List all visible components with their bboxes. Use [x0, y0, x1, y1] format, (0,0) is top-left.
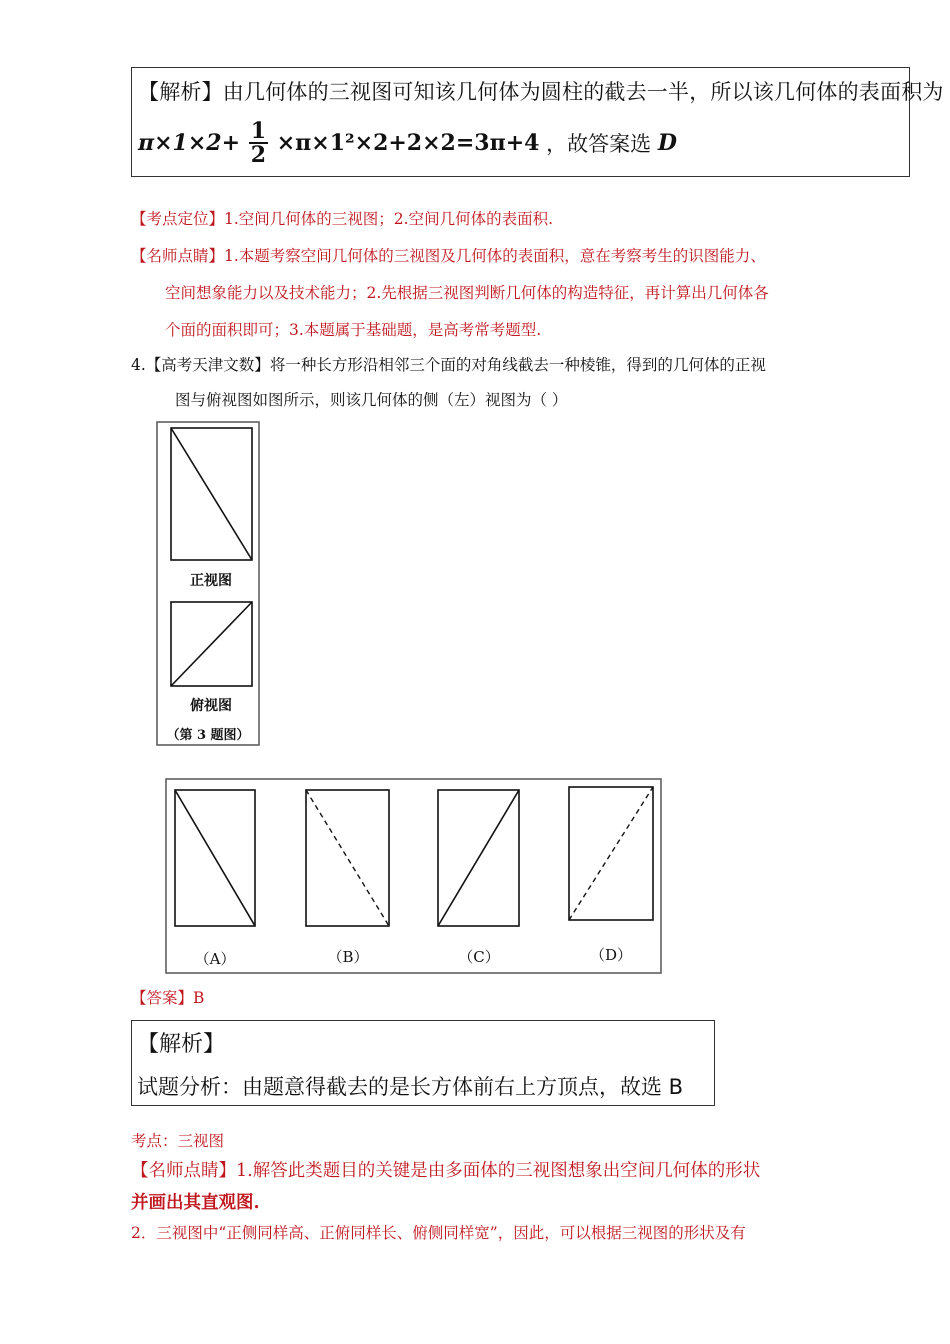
option-c-line — [438, 790, 519, 926]
formula-part-1: π×1×2+ — [138, 130, 241, 156]
top-view-diagonal — [171, 602, 252, 686]
fraction-denominator: 2 — [250, 142, 267, 168]
top-view-label: 俯视图 — [190, 698, 232, 714]
answer-label: 【答案】 — [131, 989, 194, 1007]
front-view-diagonal — [171, 428, 252, 560]
question-text-1: 将一种长方形沿相邻三个面的对角线截去一种棱锥，得到的几何体的正视 — [269, 356, 766, 374]
fraction-numerator: 1 — [250, 118, 267, 144]
option-b-dashed-line — [306, 790, 389, 926]
mingshi-2-text1: 1.解答此类题目的关键是由多面体的三视图想象出空间几何体的形状 — [236, 1161, 761, 1181]
mingshi-1-text1: 1.本题考察空间几何体的三视图及几何体的表面积，意在考察考生的识图能力、 — [224, 247, 766, 265]
mingshi-1-line1 — [131, 246, 766, 266]
mingshi-2-line1 — [131, 1160, 760, 1182]
answer-letter: D — [657, 130, 677, 156]
answer-line — [131, 988, 204, 1008]
option-d-rect — [569, 787, 653, 920]
option-d-dashed-line — [569, 787, 653, 920]
option-b-label: （B） — [327, 948, 369, 966]
formula-conclusion: ，故答案选 — [546, 132, 652, 156]
kaodian-1 — [131, 209, 553, 229]
question-4-line1 — [131, 355, 766, 375]
analysis-1-text: 【解析】由几何体的三视图可知该几何体为圆柱的截去一半，所以该几何体的表面积为 — [138, 80, 944, 104]
analysis-1-formula — [138, 120, 677, 172]
analysis-2-title: 【解析】 — [137, 1032, 226, 1057]
mingshi-1-line3: 个面的面积即可；3.本题属于基础题，是高考常考题型. — [165, 321, 542, 339]
mingshi-2-label: 【名师点睛】 — [131, 1161, 236, 1181]
point-2-line: 2．三视图中“正侧同样高、正俯同样长、俯侧同样宽”，因此，可以根据三视图的形状及有 — [131, 1224, 746, 1242]
front-view-label: 正视图 — [190, 573, 232, 589]
figure-caption: （第 3 题图） — [166, 728, 250, 743]
three-view-svg — [156, 421, 260, 746]
formula-part-2: ×π×1²×2+2×2=3π+4 — [276, 130, 540, 156]
options-svg — [165, 778, 662, 974]
mingshi-2-line2: 并画出其直观图. — [131, 1193, 260, 1213]
answer-value: B — [193, 989, 205, 1007]
option-c-label: （C） — [458, 948, 500, 966]
question-4-line2: 图与俯视图如图所示，则该几何体的侧（左）视图为（ ） — [175, 391, 568, 409]
kaodian-1-text: 1.空间几何体的三视图；2.空间几何体的表面积. — [224, 210, 554, 228]
kaodian-2: 考点：三视图 — [131, 1132, 225, 1150]
mingshi-1-label: 【名师点睛】 — [131, 247, 225, 265]
option-d-label: （D） — [589, 946, 633, 964]
formula-fraction — [249, 120, 268, 166]
option-a-label: （A） — [194, 950, 236, 968]
analysis-box-1 — [131, 67, 944, 177]
question-number: 4. — [131, 356, 146, 374]
question-source: 【高考天津文数】 — [145, 356, 270, 374]
three-view-figure — [156, 421, 260, 746]
options-figure — [165, 778, 662, 974]
analysis-2-text: 试题分析：由题意得截去的是长方体前右上方顶点，故选 B — [137, 1075, 684, 1099]
mingshi-1-line2: 空间想象能力以及技术能力；2.先根据三视图判断几何体的构造特征，再计算出几何体各 — [165, 284, 769, 302]
options-border — [166, 779, 661, 973]
option-a-line — [175, 790, 255, 926]
kaodian-1-label: 【考点定位】 — [131, 210, 225, 228]
analysis-box-2 — [131, 1020, 715, 1106]
